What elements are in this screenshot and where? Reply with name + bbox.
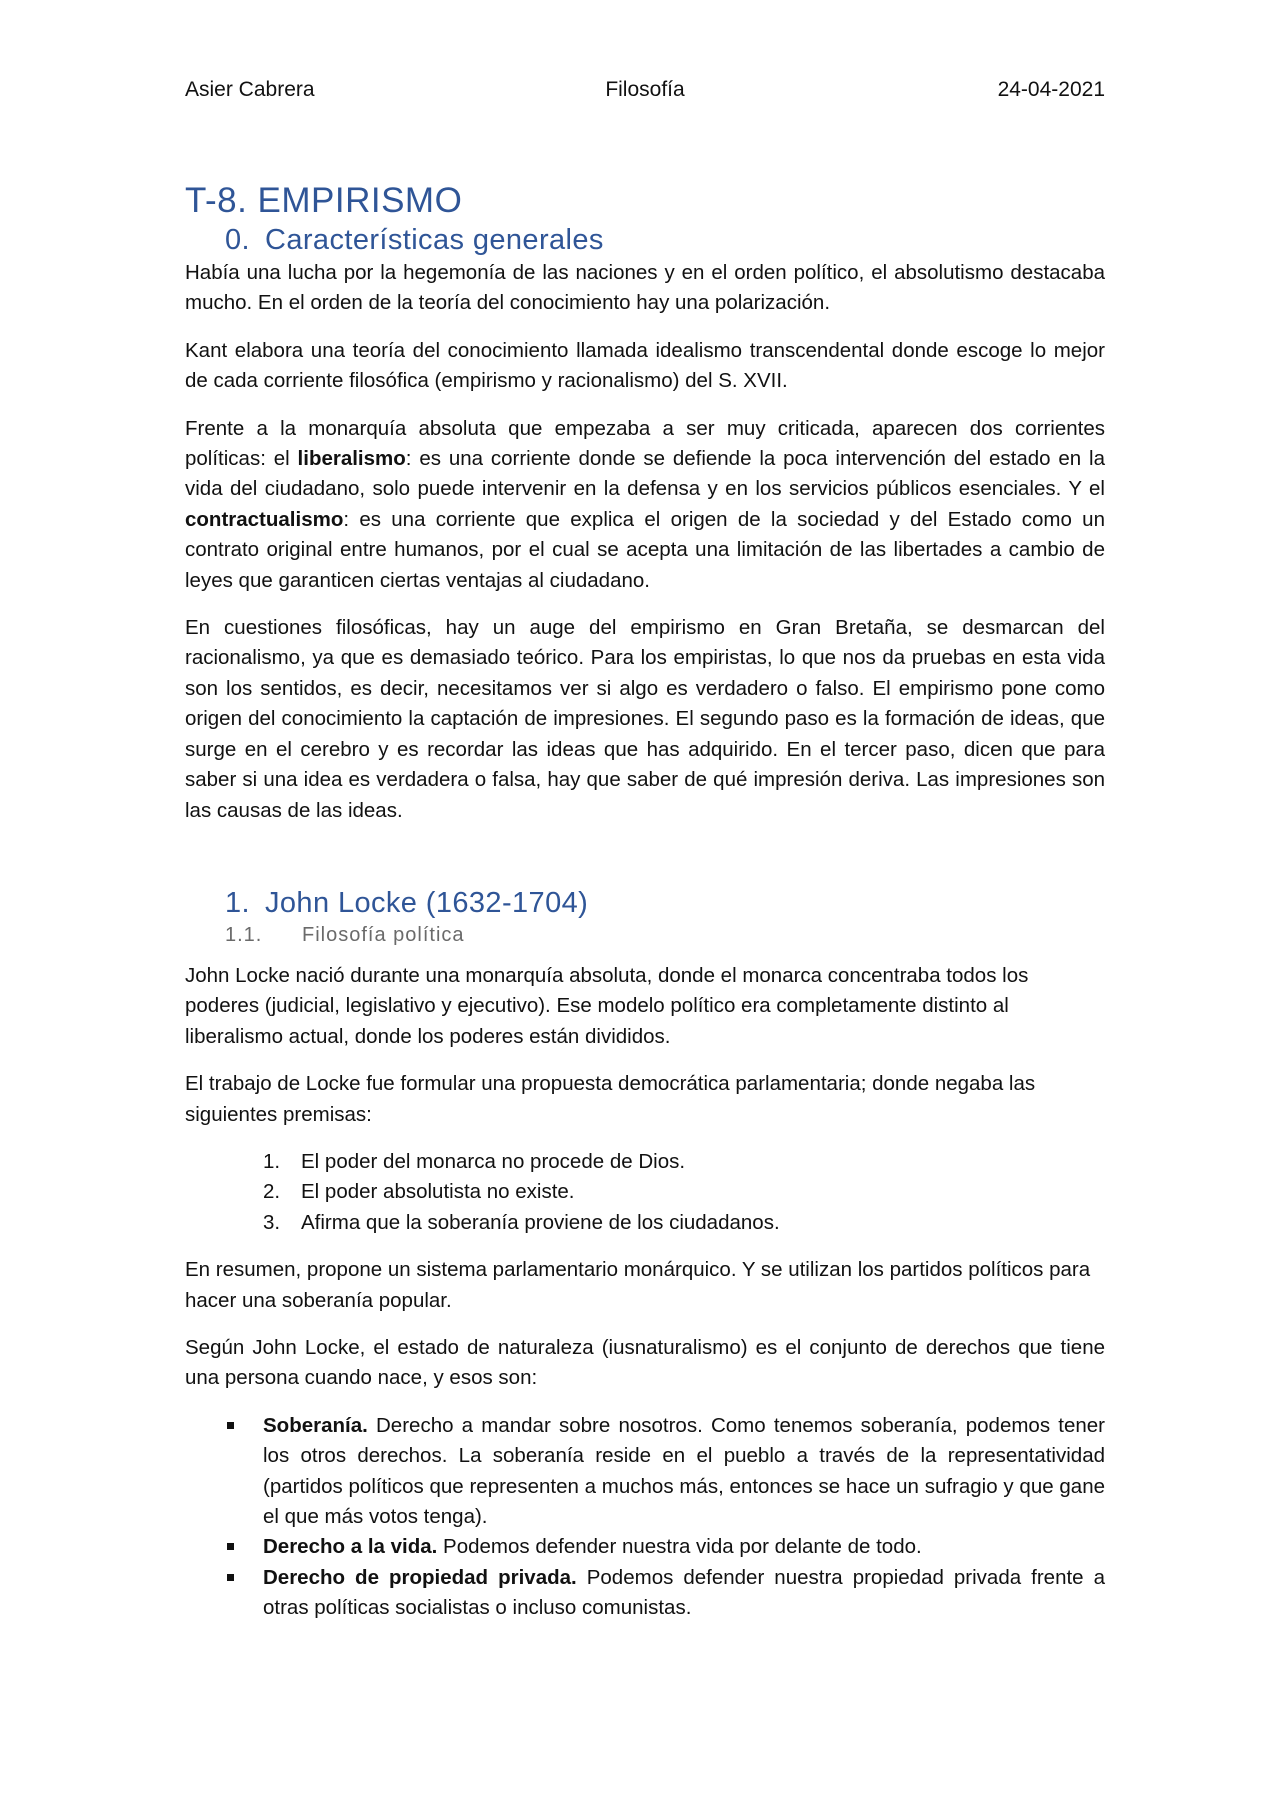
list-item-text: Afirma que la soberanía proviene de los ciudadanos. (301, 1210, 780, 1234)
subsection-1-1-title: Filosofía política (302, 923, 465, 946)
p3-text-d: : es una corriente que explica el origen de la sociedad y del Estado como un contrato original entre humanos, por el cual se acepta una limitación de las libertades a cambio de leyes que garanticen ciertas ventajas al ciudadano. (185, 507, 1105, 592)
right-term: Derecho de propiedad privada. (263, 1565, 577, 1589)
list-item-number: 2. (263, 1180, 281, 1204)
section-0-paragraph-2: Kant elabora una teoría del conocimiento llamada idealismo transcendental donde escoge lo mejor de cada corriente filosófica (empirismo y racionalismo) del S. XVII. (185, 338, 1105, 393)
right-term: Soberanía. (263, 1413, 368, 1437)
section-1-paragraph-1: John Locke nació durante una monarquía absoluta, donde el monarca concentraba todos los poderes (judicial, legislativo y ejecutivo). Ese modelo político era completamente distinto al liberalismo actual, donde los poderes están divididos. (185, 963, 1029, 1048)
square-bullet-icon (227, 1574, 234, 1581)
subsection-1-1-heading (225, 921, 1105, 949)
list-item-text: El poder absolutista no existe. (301, 1180, 575, 1204)
document-body (185, 180, 1105, 1624)
premises-list (185, 1147, 1105, 1238)
section-0-number: 0. (225, 224, 250, 256)
section-1-paragraph-3: En resumen, propone un sistema parlamentario monárquico. Y se utilizan los partidos políticos para hacer una soberanía popular. (185, 1258, 1091, 1312)
section-1-paragraph-2: El trabajo de Locke fue formular una propuesta democrática parlamentaria; donde negaba las siguientes premisas: (185, 1072, 1036, 1126)
section-0-heading (225, 222, 1105, 258)
right-text: Podemos defender nuestra vida por delante de todo. (437, 1535, 922, 1559)
list-item (185, 1177, 1105, 1207)
section-0-paragraph-1: Había una lucha por la hegemonía de las naciones y en el orden político, el absolutismo destacaba mucho. En el orden de la teoría del conocimiento hay una polarización. (185, 261, 1105, 315)
header-subject: Filosofía (605, 78, 685, 101)
section-0-paragraph-3 (185, 414, 1105, 596)
right-text: Podemos defender nuestra propiedad privada frente a otras políticas socialistas o incluso comunistas. (263, 1565, 1105, 1620)
list-item-number: 3. (263, 1210, 281, 1234)
list-item-text: El poder del monarca no procede de Dios. (301, 1149, 686, 1173)
section-1-title: John Locke (1632-1704) (265, 886, 589, 919)
section-1-heading (225, 885, 1105, 921)
rights-list (185, 1411, 1105, 1624)
section-0-title: Características generales (265, 224, 604, 256)
header-author: Asier Cabrera (185, 78, 315, 101)
p3-text-a: Frente a la monarquía absoluta que empezaba a ser muy criticada, aparecen dos corrientes políticas: el (185, 416, 1105, 471)
list-item-number: 1. (263, 1149, 281, 1173)
section-1-paragraph-4: Según John Locke, el estado de naturaleza (iusnaturalismo) es el conjunto de derechos que tiene una persona cuando nace, y esos son: (185, 1335, 1105, 1390)
page-header (185, 78, 1105, 106)
document-title: T-8. EMPIRISMO (185, 181, 463, 220)
section-0-paragraph-4: En cuestiones filosóficas, hay un auge del empirismo en Gran Bretaña, se desmarcan del racionalismo, ya que es demasiado teórico. Para los empiristas, lo que nos da pruebas en esta vida son los sentidos, es decir, necesitamos ver si algo es verdadero o falso. El empirismo pone como origen del conocimiento la captación de impresiones. El segundo paso es la formación de ideas, que surge en el cerebro y es recordar las ideas que has adquirido. En el tercer paso, dicen que para saber si una idea es verdadera o falsa, hay que saber de qué impresión deriva. Las impresiones son las causas de las ideas. (185, 616, 1105, 822)
right-text: Derecho a mandar sobre nosotros. Como tenemos soberanía, podemos tener los otros derechos. La soberanía reside en el pueblo a través de la representatividad (partidos políticos que representen a muchos más, entonces se hace un sufragio y que gane el que más votos tenga). (263, 1413, 1105, 1528)
term-contractualismo: contractualismo (185, 507, 344, 531)
subsection-1-1-number: 1.1. (225, 923, 263, 946)
term-liberalismo: liberalismo (297, 447, 406, 471)
list-item (185, 1147, 1105, 1177)
right-term: Derecho a la vida. (263, 1535, 438, 1559)
list-item (185, 1563, 1105, 1624)
list-item (185, 1411, 1105, 1533)
section-1-number: 1. (225, 886, 250, 919)
list-item (185, 1208, 1105, 1238)
list-item (185, 1532, 1105, 1562)
header-date: 24-04-2021 (997, 78, 1105, 101)
square-bullet-icon (227, 1422, 234, 1429)
square-bullet-icon (227, 1543, 234, 1550)
p3-text-c: : es una corriente donde se defiende la poca intervención del estado en la vida del ciudadano, solo puede intervenir en la defensa y en los servicios públicos esenciales. Y el (185, 447, 1105, 501)
